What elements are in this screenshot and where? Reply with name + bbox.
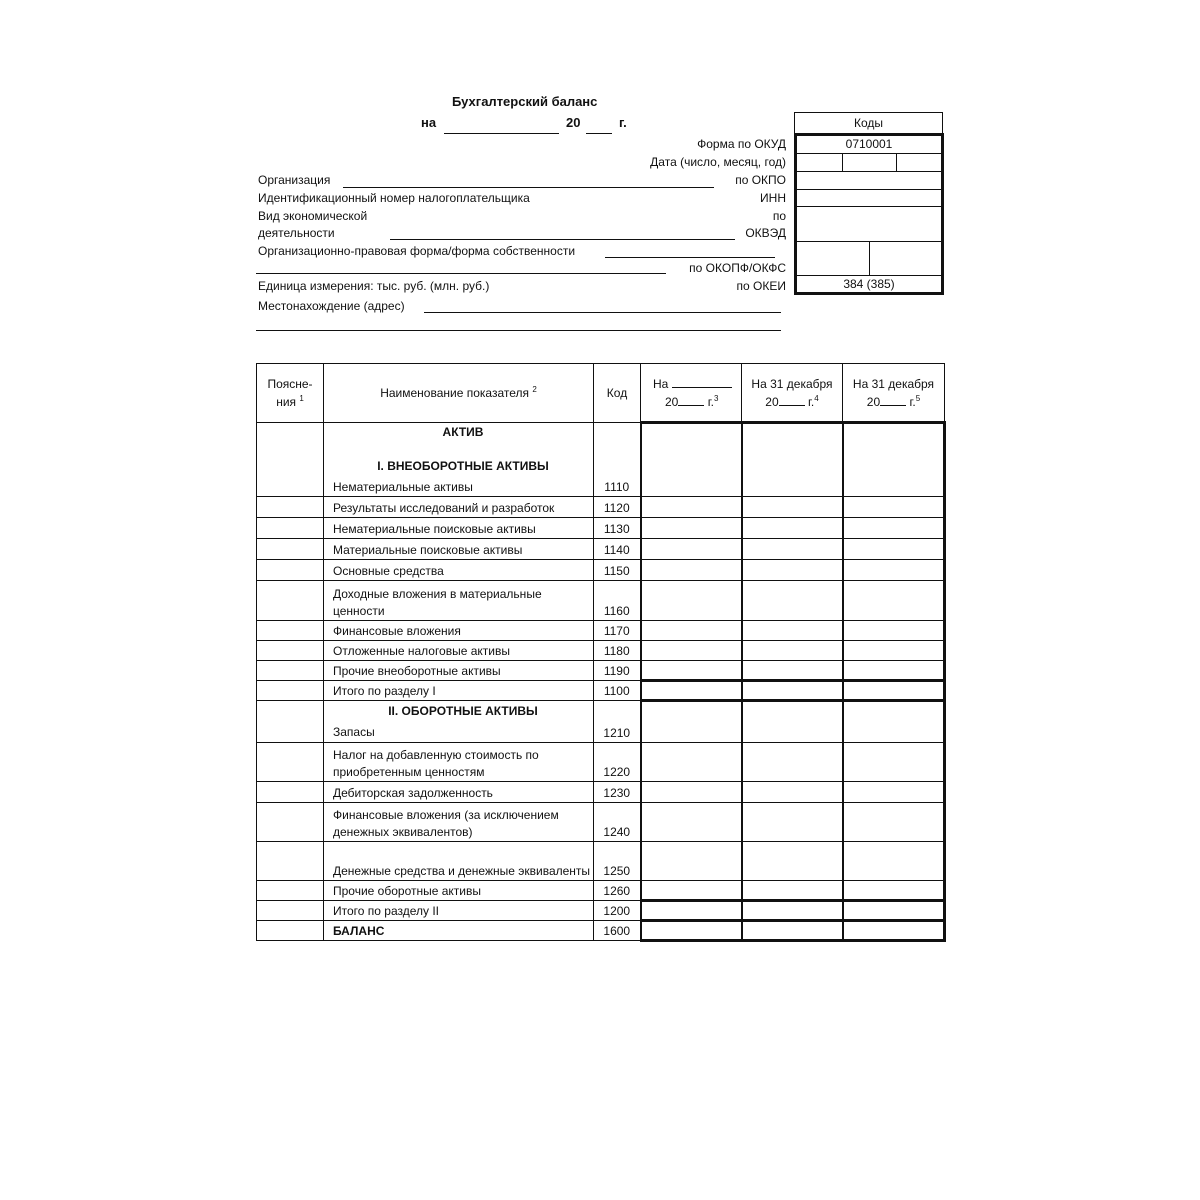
table-row	[257, 921, 945, 941]
header-notes-line1: Поясне-	[267, 377, 313, 391]
value-cell-col2[interactable]	[742, 497, 843, 518]
codes-title: Коды	[853, 116, 884, 130]
value-cell-col2[interactable]	[742, 518, 843, 539]
header-col3-sup: 5	[915, 393, 921, 403]
table-row	[257, 743, 945, 782]
notes-cell[interactable]	[257, 560, 324, 581]
row-name: Прочие внеоборотные активы	[324, 661, 594, 681]
value-cell-col2[interactable]	[742, 621, 843, 641]
name-cell	[324, 423, 594, 497]
value-cell-col3[interactable]	[843, 842, 945, 881]
value-cell-col2[interactable]	[742, 423, 843, 497]
header-col2-year-blank[interactable]	[779, 405, 805, 406]
header-col1-year: 20	[665, 394, 679, 409]
okopf-value-cell[interactable]	[797, 242, 941, 276]
okved-value-cell[interactable]	[797, 207, 941, 242]
row-name: Запасы	[333, 725, 375, 739]
header-col3-year-blank[interactable]	[880, 405, 906, 406]
activity-label-line2: деятельности	[258, 226, 335, 240]
header-col3-prefix: На 31 декабря	[852, 376, 935, 391]
value-cell-col1[interactable]	[641, 497, 742, 518]
header-col1-suffix: г.	[707, 394, 714, 409]
value-cell-col1[interactable]	[641, 701, 742, 743]
okpo-label: по ОКПО	[735, 173, 786, 187]
header-col1-sup: 3	[713, 393, 719, 403]
value-cell-col1[interactable]	[641, 560, 742, 581]
code-cell: 1160	[594, 581, 641, 621]
notes-cell[interactable]	[257, 581, 324, 621]
address-label: Местонахождение (адрес)	[258, 299, 405, 313]
row-name-line1: Финансовые вложения (за исключением	[333, 808, 559, 822]
value-cell-col1[interactable]	[641, 921, 742, 941]
code-cell: 1210	[594, 701, 641, 743]
value-cell-col1[interactable]	[641, 842, 742, 881]
row-name-line1: Налог на добавленную стоимость по	[333, 748, 539, 762]
header-col2	[742, 364, 843, 423]
value-cell-col2[interactable]	[742, 581, 843, 621]
value-cell-col3[interactable]	[843, 497, 945, 518]
document-title: Бухгалтерский баланс	[452, 94, 598, 109]
code-cell: 1600	[594, 921, 641, 941]
header-col2-suffix: г.	[808, 394, 815, 409]
okei-value-cell	[797, 276, 941, 292]
value-cell-col3[interactable]	[843, 423, 945, 497]
row-name: Отложенные налоговые активы	[324, 641, 594, 661]
aktiv-heading: АКТИВ	[442, 425, 484, 439]
inn-label: ИНН	[760, 191, 786, 205]
date-year-prefix: 20	[566, 115, 581, 130]
table-row	[257, 497, 945, 518]
row-name: Итого по разделу II	[324, 901, 594, 921]
okud-label: Форма по ОКУД	[697, 137, 786, 151]
row-name: Материальные поисковые активы	[324, 539, 594, 560]
value-cell-col1[interactable]	[641, 518, 742, 539]
organization-label: Организация	[258, 173, 331, 187]
value-cell-col2[interactable]	[742, 701, 843, 743]
table-row	[257, 539, 945, 560]
date-label: Дата (число, месяц, год)	[650, 155, 786, 169]
section1-heading: I. ВНЕОБОРОТНЫЕ АКТИВЫ	[377, 459, 549, 473]
header-notes-line2: ния	[276, 395, 297, 409]
code-cell: 1130	[594, 518, 641, 539]
header-col1-year-blank[interactable]	[678, 405, 704, 406]
name-cell	[324, 803, 594, 842]
notes-cell[interactable]	[257, 641, 324, 661]
value-cell-col3[interactable]	[843, 921, 945, 941]
row-name: Финансовые вложения	[324, 621, 594, 641]
code-cell: 1180	[594, 641, 641, 661]
activity-field[interactable]	[390, 239, 735, 240]
value-cell-col2[interactable]	[742, 743, 843, 782]
value-cell-col1[interactable]	[641, 681, 742, 701]
code-cell: 1140	[594, 539, 641, 560]
notes-cell[interactable]	[257, 901, 324, 921]
row-name: БАЛАНС	[324, 921, 594, 941]
value-cell-col1[interactable]	[641, 539, 742, 560]
code-cell: 1250	[594, 842, 641, 881]
notes-cell[interactable]	[257, 921, 324, 941]
value-cell-col2[interactable]	[742, 560, 843, 581]
code-cell: 1260	[594, 881, 641, 901]
header-col1-date-blank[interactable]	[672, 387, 732, 388]
value-cell-col2[interactable]	[742, 681, 843, 701]
table-row	[257, 423, 945, 497]
table-row	[257, 581, 945, 621]
header-col3-year: 20	[866, 394, 881, 409]
row-name: Основные средства	[324, 560, 594, 581]
value-cell-col3[interactable]	[843, 681, 945, 701]
header-name-text: Наименование показателя	[380, 386, 529, 400]
date-blank-line[interactable]	[444, 133, 559, 134]
value-cell-col3[interactable]	[843, 782, 945, 803]
header-notes	[257, 364, 324, 423]
notes-cell[interactable]	[257, 701, 324, 743]
activity-label-line1: Вид экономической	[258, 209, 368, 223]
name-cell	[324, 581, 594, 621]
table-row	[257, 701, 945, 743]
notes-cell[interactable]	[257, 881, 324, 901]
inn-name-label: Идентификационный номер налогоплательщика	[258, 191, 530, 205]
table-row	[257, 681, 945, 701]
row-name: Нематериальные поисковые активы	[324, 518, 594, 539]
value-cell-col1[interactable]	[641, 581, 742, 621]
value-cell-col3[interactable]	[843, 539, 945, 560]
value-cell-col2[interactable]	[742, 641, 843, 661]
row-name: Денежные средства и денежные эквиваленты	[324, 842, 594, 881]
okud-value: 0710001	[845, 137, 893, 151]
header-col1	[641, 364, 742, 423]
row-name-line1: Доходные вложения в материальные	[333, 587, 542, 601]
okei-value: 384 (385)	[843, 277, 895, 291]
notes-cell[interactable]	[257, 782, 324, 803]
value-cell-col2[interactable]	[742, 782, 843, 803]
table-row	[257, 901, 945, 921]
code-cell: 1120	[594, 497, 641, 518]
notes-cell[interactable]	[257, 842, 324, 881]
code-cell: 1100	[594, 681, 641, 701]
notes-cell[interactable]	[257, 661, 324, 681]
okei-label: по ОКЕИ	[736, 279, 786, 293]
name-cell	[324, 743, 594, 782]
value-cell-col1[interactable]	[641, 901, 742, 921]
unit-label: Единица измерения: тыс. руб. (млн. руб.)	[258, 279, 490, 293]
row-name: Прочие оборотные активы	[324, 881, 594, 901]
value-cell-col3[interactable]	[843, 560, 945, 581]
legal-form-field[interactable]	[256, 273, 666, 274]
value-cell-col2[interactable]	[742, 921, 843, 941]
table-row	[257, 782, 945, 803]
section2-heading: II. ОБОРОТНЫЕ АКТИВЫ	[388, 704, 538, 718]
notes-cell[interactable]	[257, 539, 324, 560]
value-cell-col3[interactable]	[843, 901, 945, 921]
notes-cell[interactable]	[257, 518, 324, 539]
row-name: Дебиторская задолженность	[324, 782, 594, 803]
code-cell: 1220	[594, 743, 641, 782]
row-name-line2: ценности	[333, 604, 385, 618]
okpo-value-cell[interactable]	[797, 172, 941, 190]
header-col2-year: 20	[765, 394, 779, 409]
legal-form-label: Организационно-правовая форма/форма собственности	[258, 244, 576, 258]
header-notes-sup: 1	[299, 394, 304, 403]
notes-cell[interactable]	[257, 743, 324, 782]
table-header-row	[257, 364, 945, 423]
value-cell-col3[interactable]	[843, 881, 945, 901]
date-code-row	[797, 154, 941, 172]
row-name-line2: приобретенным ценностям	[333, 765, 485, 779]
date-prefix: на	[421, 115, 437, 130]
header-col2-prefix: На 31 декабря	[751, 376, 833, 391]
okved-label-line2: ОКВЭД	[745, 226, 786, 240]
value-cell-col2[interactable]	[742, 881, 843, 901]
row-name-line2: денежных эквивалентов)	[333, 825, 473, 839]
address-field-2[interactable]	[256, 330, 781, 331]
value-cell-col1[interactable]	[641, 782, 742, 803]
value-cell-col1[interactable]	[641, 641, 742, 661]
inn-value-cell[interactable]	[797, 190, 941, 207]
legal-form-field-right[interactable]	[605, 257, 775, 258]
table-row	[257, 621, 945, 641]
value-cell-col2[interactable]	[742, 901, 843, 921]
value-cell-col1[interactable]	[641, 743, 742, 782]
code-cell: 1230	[594, 782, 641, 803]
okved-label-line1: по	[772, 209, 786, 223]
value-cell-col1[interactable]	[641, 803, 742, 842]
notes-cell[interactable]	[257, 423, 324, 497]
value-cell-col2[interactable]	[742, 539, 843, 560]
address-field[interactable]	[424, 312, 781, 313]
header-col3	[843, 364, 945, 423]
value-cell-col3[interactable]	[843, 641, 945, 661]
notes-cell[interactable]	[257, 621, 324, 641]
notes-cell[interactable]	[257, 497, 324, 518]
row-name: Нематериальные активы	[333, 480, 473, 494]
value-cell-col3[interactable]	[843, 621, 945, 641]
codes-box	[794, 133, 944, 295]
table-row	[257, 518, 945, 539]
header-name	[324, 364, 594, 423]
code-cell: 1170	[594, 621, 641, 641]
value-cell-col3[interactable]	[843, 701, 945, 743]
value-cell-col2[interactable]	[742, 803, 843, 842]
header-col2-sup: 4	[814, 393, 819, 403]
header-col1-prefix: На	[653, 376, 669, 391]
value-cell-col3[interactable]	[843, 743, 945, 782]
value-cell-col1[interactable]	[641, 423, 742, 497]
table-row	[257, 661, 945, 681]
value-cell-col2[interactable]	[742, 661, 843, 681]
date-year-suffix: г.	[619, 115, 627, 130]
notes-cell[interactable]	[257, 803, 324, 842]
table-row	[257, 881, 945, 901]
table-row	[257, 842, 945, 881]
value-cell-col1[interactable]	[641, 881, 742, 901]
header-col3-suffix: г.	[909, 394, 916, 409]
value-cell-col1[interactable]	[641, 621, 742, 641]
organization-field[interactable]	[343, 187, 714, 188]
code-cell: 1190	[594, 661, 641, 681]
header-code	[594, 364, 641, 423]
balance-table	[256, 363, 946, 942]
table-row	[257, 560, 945, 581]
value-cell-col2[interactable]	[742, 842, 843, 881]
header-name-sup: 2	[532, 385, 537, 394]
code-cell: 1240	[594, 803, 641, 842]
row-name: Итого по разделу I	[324, 681, 594, 701]
value-cell-col1[interactable]	[641, 661, 742, 681]
row-name: Результаты исследований и разработок	[324, 497, 594, 518]
okud-value-cell[interactable]	[797, 136, 941, 154]
value-cell-col3[interactable]	[843, 661, 945, 681]
okopf-label: по ОКОПФ/ОКФС	[689, 261, 786, 275]
name-cell	[324, 701, 594, 743]
code-cell: 1150	[594, 560, 641, 581]
table-row	[257, 641, 945, 661]
codes-header-cell	[794, 112, 943, 134]
table-row	[257, 803, 945, 842]
value-cell-col3[interactable]	[843, 581, 945, 621]
value-cell-col3[interactable]	[843, 803, 945, 842]
code-cell: 1200	[594, 901, 641, 921]
date-year-blank-line[interactable]	[586, 133, 612, 134]
code-cell: 1110	[594, 423, 641, 497]
notes-cell[interactable]	[257, 681, 324, 701]
value-cell-col3[interactable]	[843, 518, 945, 539]
header-code-text: Код	[606, 386, 628, 400]
